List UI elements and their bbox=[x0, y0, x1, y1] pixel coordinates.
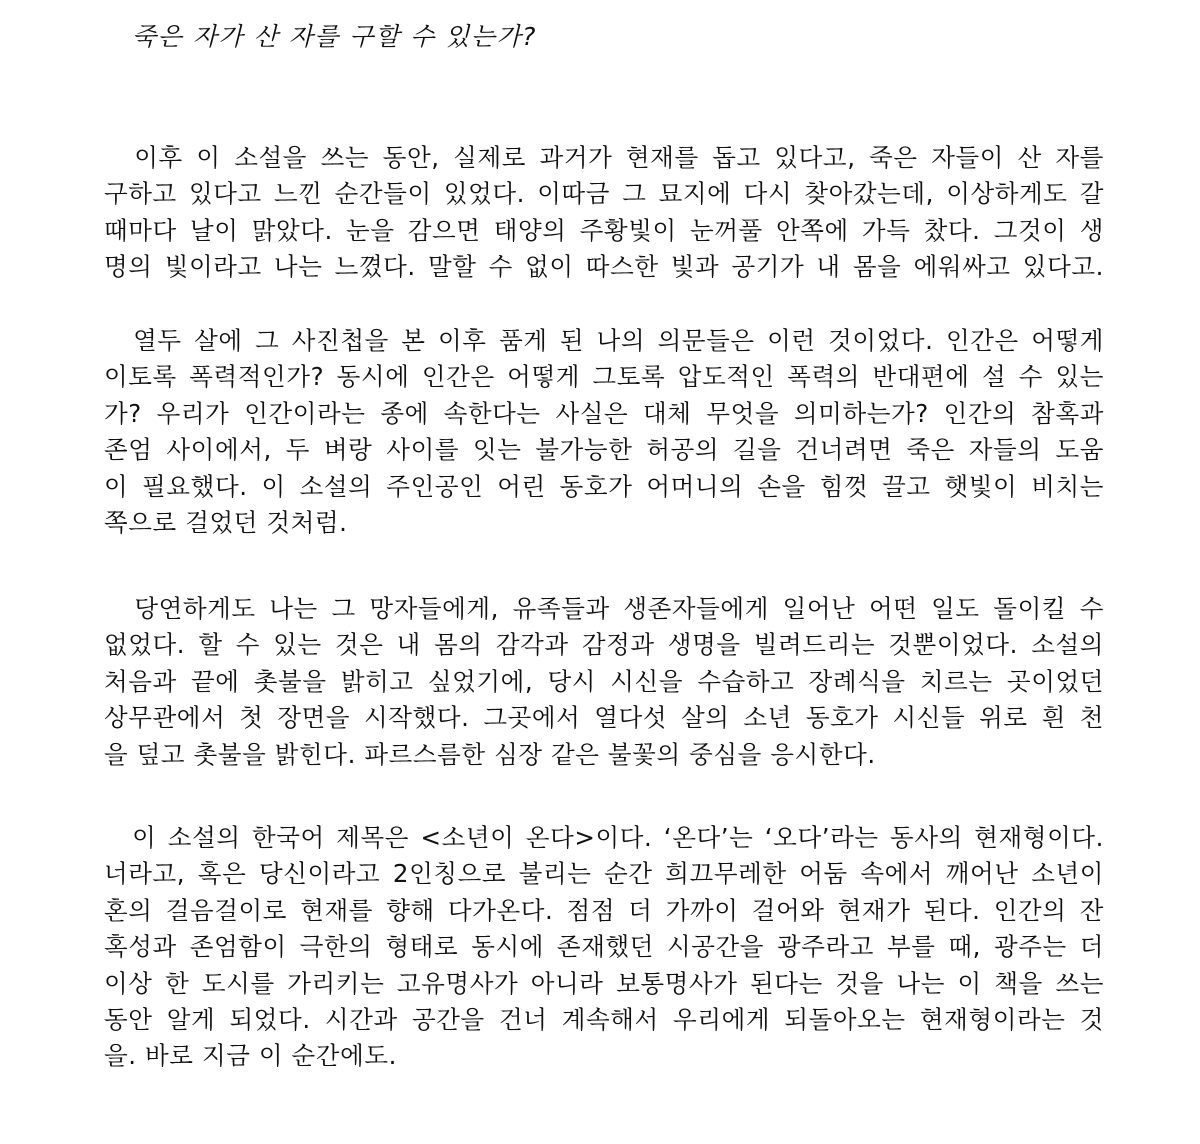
text-line: 당연하게도 나는 그 망자들에게, 유족들과 생존자들에게 일어난 어떤 일도 돌이킬 수 bbox=[104, 594, 1104, 623]
text-line: 이 소설의 한국어 제목은 <소년이 온다>이다. ‘온다’는 ‘오다’라는 동사의 현재형이다. bbox=[104, 823, 1104, 852]
paragraph-1 bbox=[104, 140, 1104, 286]
text-line: 혹성과 존엄함이 극한의 형태로 동시에 존재했던 시공간을 광주라고 부를 때, 광주는 더 bbox=[104, 932, 1104, 962]
text-line: 을. 바로 지금 이 순간에도. bbox=[104, 1041, 397, 1071]
text-line: 존엄 사이에서, 두 벼랑 사이를 잇는 불가능한 허공의 길을 건너려면 죽은 자들의 도움 bbox=[104, 435, 1104, 465]
text-line: 상무관에서 첫 장면을 시작했다. 그곳에서 열다섯 살의 소년 동호가 시신들 위로 흰 천 bbox=[104, 703, 1104, 733]
text-line: 을 덮고 촛불을 밝힌다. 파르스름한 심장 같은 불꽃의 중심을 응시한다. bbox=[104, 739, 876, 769]
text-line: 이토록 폭력적인가? 동시에 인간은 어떻게 그토록 압도적인 폭력의 반대편에 설 수 있는 bbox=[104, 362, 1104, 392]
text-line: 구하고 있다고 느낀 순간들이 있었다. 이따금 그 묘지에 다시 찾아갔는데, 이상하게도 갈 bbox=[104, 179, 1104, 209]
text-line: 때마다 날이 맑았다. 눈을 감으면 태양의 주황빛이 눈꺼풀 안쪽에 가득 찼다. 그것이 생 bbox=[104, 215, 1104, 245]
paragraph-4 bbox=[104, 820, 1104, 1075]
text-line: 이후 이 소설을 쓰는 동안, 실제로 과거가 현재를 돕고 있다고, 죽은 자들이 산 자를 bbox=[104, 143, 1104, 172]
text-line: 이상 한 도시를 가리키는 고유명사가 아니라 보통명사가 된다는 것을 나는 이 책을 쓰는 bbox=[104, 968, 1104, 998]
paragraph-2 bbox=[104, 323, 1104, 541]
text-line: 동안 알게 되었다. 시간과 공간을 건너 계속해서 우리에게 되돌아오는 현재형이라는 것 bbox=[104, 1005, 1104, 1035]
text-line: 가? 우리가 인간이라는 종에 속한다는 사실은 대체 무엇을 의미하는가? 인간의 참혹과 bbox=[104, 398, 1104, 428]
text-line: 없었다. 할 수 있는 것은 내 몸의 감각과 감정과 생명을 빌려드리는 것뿐이었다. 소설의 bbox=[104, 630, 1104, 660]
text-line: 쪽으로 걸었던 것처럼. bbox=[104, 508, 348, 538]
text-line: 이 필요했다. 이 소설의 주인공인 어린 동호가 어머니의 손을 힘껏 끌고 햇빛이 비치는 bbox=[104, 471, 1104, 501]
text-line: 혼의 걸음걸이로 현재를 향해 다가온다. 점점 더 가까이 걸어와 현재가 된다. 인간의 잔 bbox=[104, 895, 1104, 925]
text-line: 처음과 끝에 촛불을 밝히고 싶었기에, 당시 시신을 수습하고 장례식을 치르는 곳이었던 bbox=[104, 666, 1104, 696]
text-line: 명의 빛이라고 나는 느꼈다. 말할 수 없이 따스한 빛과 공기가 내 몸을 에워싸고 있다고. bbox=[104, 252, 1104, 282]
epigraph-quote: 죽은 자가 산 자를 구할 수 있는가? bbox=[132, 22, 537, 51]
text-line: 열두 살에 그 사진첩을 본 이후 품게 된 나의 의문들은 이런 것이었다. 인간은 어떻게 bbox=[104, 326, 1104, 355]
text-line: 너라고, 혹은 당신이라고 2인칭으로 불리는 순간 희끄무레한 어둠 속에서 깨어난 소년이 bbox=[104, 859, 1104, 889]
paragraph-3 bbox=[104, 591, 1104, 773]
